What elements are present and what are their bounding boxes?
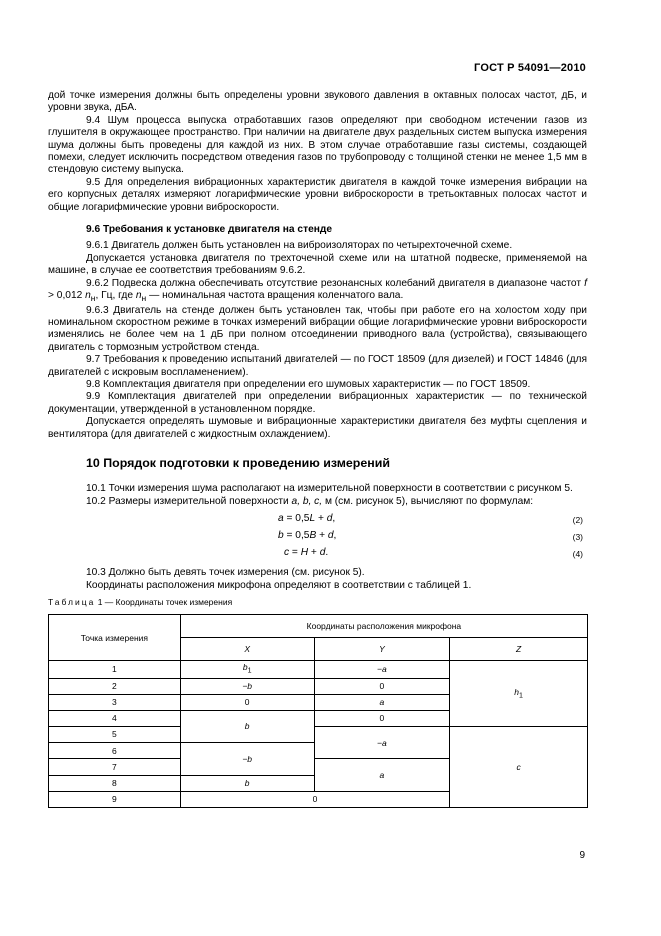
p962-text-d: — номинальная частота вращения коленчатого вала. — [146, 290, 404, 302]
p102-text-a: 10.2 Размеры измерительной поверхности — [86, 495, 292, 507]
header-point: Точка измерения — [49, 615, 181, 661]
header-y-label: Y — [379, 644, 385, 655]
paragraph-9-9-note: Допускается определять шумовые и вибрационные характеристики двигателя без муфты сцепления и вентилятора (для двигателей с жидкостным охлаждением). — [48, 416, 587, 440]
formula-4-rhs-b: + — [308, 547, 320, 559]
point-1: 1 — [49, 661, 181, 678]
formula-2-var2: d — [326, 513, 333, 525]
z-points-1-4-var: h — [514, 686, 520, 697]
y-points-7-8 — [314, 759, 450, 791]
subsection-heading-9-6: 9.6 Требования к установке двигателя на стенде — [86, 224, 333, 236]
point-7: 7 — [49, 759, 181, 775]
paragraph-10-2 — [48, 496, 587, 508]
paragraph-10-1: 10.1 Точки измерения шума располагают на измерительной поверхности в соответствии с рисунком 5. — [86, 483, 573, 495]
x-point-2-var: −b — [242, 680, 253, 691]
p962-var-f: f — [584, 277, 587, 289]
x-point-2 — [180, 678, 314, 694]
table-caption-word: Таблица — [48, 597, 96, 608]
header-z-label: Z — [516, 644, 522, 655]
page-number: 9 — [579, 850, 585, 861]
formula-3-number: (3) — [572, 532, 583, 543]
y-point-4: 0 — [314, 710, 450, 726]
p962-text-c: , Гц, где — [95, 290, 136, 302]
x-point-1 — [180, 661, 314, 678]
header-x — [180, 638, 314, 661]
formula-2-lhs: a — [278, 513, 284, 525]
formula-3-expression — [278, 530, 336, 542]
x-point-1-var: b — [242, 662, 248, 673]
paragraph-continuation: дой точке измерения должны быть определены уровни звукового давления в октавных полосах частот, дБ, и уровни звука, дБА. — [48, 90, 587, 114]
paragraph-9-6-3: 9.6.3 Двигатель на стенде должен быть установлен так, чтобы при работе его на холостом ходу при номинальном скоростном режиме в точках измерений вибрации общие логарифмические уровни виброскорости изменялись не более чем на 1 дБ при полном отсоединении приводного вала (устройства), связывающего двигатель с тормозным устройством стенда. — [48, 304, 587, 353]
p102-vars: a, b, c, — [291, 495, 323, 507]
formula-3-var2: d — [327, 530, 334, 542]
y-points-7-8-var: a — [379, 769, 385, 780]
formula-3-var: B — [309, 530, 317, 542]
paragraph-9-7: 9.7 Требования к проведению испытаний двигателей — по ГОСТ 18509 (для дизелей) и ГОСТ 14846 (для двигателей с искровым воспламенением). — [48, 354, 587, 378]
x-point-8 — [180, 775, 314, 791]
p962-sub-1: н — [90, 293, 96, 304]
formula-3-rhs-b: + — [316, 530, 328, 542]
p962-var-n2: n — [135, 290, 142, 302]
y-point-1 — [314, 661, 450, 678]
formula-4-var: H — [300, 547, 309, 559]
point-3: 3 — [49, 694, 181, 710]
table-caption-rest: 1 — Координаты точек измерения — [95, 597, 233, 608]
formula-2-rhs-b: + — [315, 513, 327, 525]
p962-sub-2: н — [141, 293, 147, 304]
y-point-1-var: −a — [377, 664, 387, 675]
point-9: 9 — [49, 791, 181, 807]
formula-2-number: (2) — [572, 515, 583, 526]
y-point-3 — [314, 694, 450, 710]
paragraph-9-6-1: 9.6.1 Двигатель должен быть установлен на виброизоляторах по четырехточечной схеме. — [86, 240, 513, 252]
formula-4-lhs: c — [284, 547, 290, 559]
section-heading-10: 10 Порядок подготовки к проведению измерений — [86, 456, 390, 470]
z-points-5-8 — [450, 727, 588, 808]
formula-2-expression — [278, 513, 335, 525]
formula-2 — [48, 512, 587, 529]
point-5: 5 — [49, 727, 181, 743]
formula-4-tail: . — [325, 547, 329, 559]
x-points-4-5 — [180, 710, 314, 742]
point-4: 4 — [49, 710, 181, 726]
x-point-3: 0 — [180, 694, 314, 710]
paragraph-9-9: 9.9 Комплектация двигателей при определении вибрационных характеристик — по технической документации, утвержденной в установленном порядке. — [48, 391, 587, 415]
formula-4-number: (4) — [572, 549, 583, 560]
document-body — [48, 90, 587, 808]
z-points-1-4-sub: 1 — [519, 691, 523, 700]
formula-4-var2: d — [319, 547, 326, 559]
x-points-4-5-var: b — [244, 721, 250, 732]
p102-text-b: м (см. рисунок 5), вычисляют по формулам: — [322, 495, 534, 507]
paragraph-9-8: 9.8 Комплектация двигателя при определении его шумовых характеристик — по ГОСТ 18509. — [86, 378, 531, 390]
table-caption — [48, 596, 587, 608]
paragraph-10-3-note: Координаты расположения микрофона определяют в соответствии с таблицей 1. — [86, 579, 472, 591]
xy-point-9: 0 — [180, 791, 449, 807]
y-points-5-6-var: −a — [377, 737, 387, 748]
formula-3 — [48, 529, 587, 546]
paragraph-9-4: 9.4 Шум процесса выпуска отработавших газов определяют при свободном истечении газов из глушителя в окружающее пространство. При наличии на двигателе двух раздельных систем выпуска измерения шума должны быть проведены для каждой из них. В этом случае отработавшие газы системы, создающей помехи, следует исключить посредством отведения газов по трубопроводу с толщиной стенки не менее 1,5 мм в стендовую систему выпуска. — [48, 114, 587, 176]
header-coordinates: Координаты расположения микрофона — [180, 615, 587, 638]
header-z — [450, 638, 588, 661]
y-point-3-var: a — [379, 697, 385, 708]
formula-4-rhs-a: = — [289, 547, 301, 559]
formula-3-tail: , — [333, 530, 337, 542]
y-points-5-6 — [314, 727, 450, 759]
z-points-1-4 — [450, 661, 588, 727]
formula-3-lhs: b — [278, 530, 284, 542]
document-code: ГОСТ Р 54091—2010 — [474, 62, 586, 74]
formula-2-rhs-a: = 0,5 — [283, 513, 310, 525]
point-6: 6 — [49, 743, 181, 759]
p962-text-b: > 0,012 — [48, 290, 86, 302]
header-y — [314, 638, 450, 661]
paragraph-9-5: 9.5 Для определения вибрационных характеристик двигателя в каждой точке измерения вибрации на его корпусных деталях измеряют логарифмические уровни виброскорости в третьоктавных полосах частот и общие логарифмические уровни виброскорости. — [48, 176, 587, 213]
point-2: 2 — [49, 678, 181, 694]
y-point-2: 0 — [314, 678, 450, 694]
formula-3-rhs-a: = 0,5 — [283, 530, 310, 542]
paragraph-10-3: 10.3 Должно быть девять точек измерения (см. рисунок 5). — [86, 567, 365, 579]
x-point-8-var: b — [244, 778, 250, 789]
x-points-6-7 — [180, 743, 314, 775]
x-point-1-sub: 1 — [247, 667, 252, 676]
p962-var-n1: n — [85, 290, 91, 302]
formula-2-tail: , — [332, 513, 336, 525]
paragraph-9-6-1-note: Допускается установка двигателя по трехточечной схеме или на штатной подвеске, применяемой на машине, в случае ее соответствия требованиям 9.6.2. — [48, 252, 587, 277]
x-points-6-7-var: −b — [242, 753, 253, 764]
z-points-5-8-var: c — [516, 761, 521, 772]
coordinates-table — [48, 614, 588, 808]
p962-text-a: 9.6.2 Подвеска должна обеспечивать отсутствие резонансных колебаний двигателя в диапазоне частот — [86, 277, 585, 289]
formula-4 — [48, 546, 587, 563]
formula-4-expression — [284, 547, 328, 559]
formula-2-var: L — [309, 513, 316, 525]
paragraph-9-6-2 — [48, 278, 587, 305]
header-x-label: X — [244, 644, 250, 655]
point-8: 8 — [49, 775, 181, 791]
